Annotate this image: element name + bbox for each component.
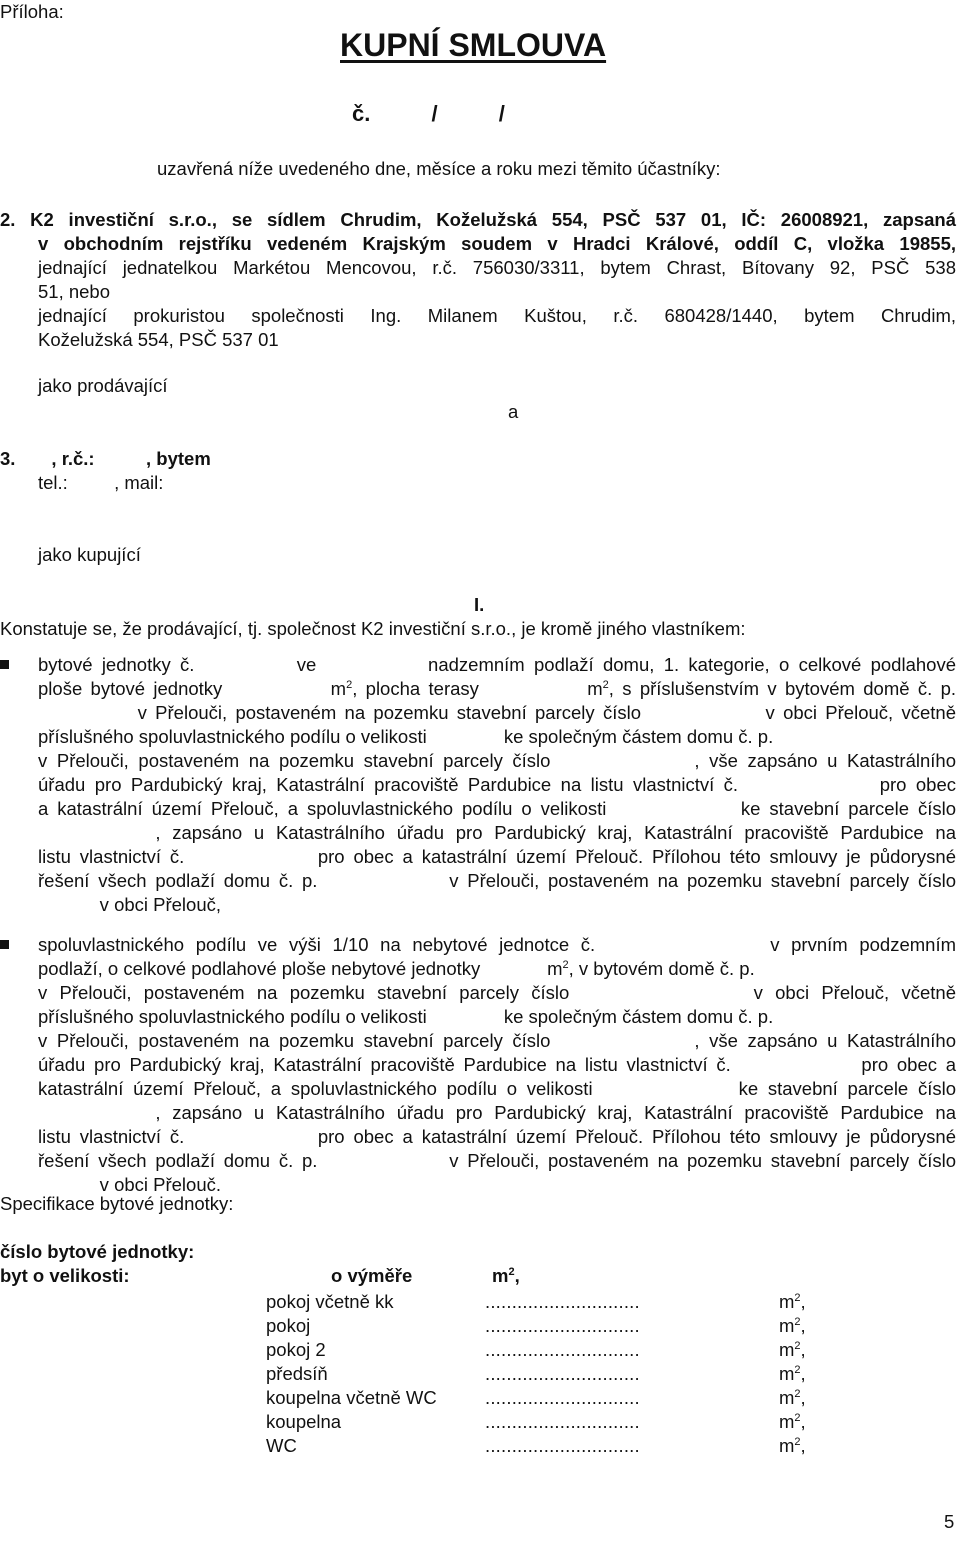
room-unit: $m^2$, (779, 1363, 806, 1384)
square-superscript: 2 (794, 1291, 801, 1304)
para-line: listu vlastnictví č. pro obec a katastrální území Přelouč. Přílohou této smlouvy je půdorysné (38, 1126, 956, 1147)
bullet-icon (0, 660, 9, 669)
seller-line: jednající jednatelkou Markétou Mencovou, r.č. 756030/3311, bytem Chrast, Bítovany 92, PSČ 538 (38, 257, 956, 278)
para-line: v Přelouči, postaveném na pozemku stavební parcely číslo v obci Přelouč, včetně (38, 702, 956, 723)
room-value-dots: ............................. (485, 1315, 640, 1336)
room-unit-text: m (779, 1363, 795, 1384)
room-name: koupelna včetně WC (266, 1387, 437, 1408)
square-superscript: 2 (508, 1265, 515, 1278)
para-line: katastrální území Přelouč, a spoluvlastnického podílu o velikosti ke stavební parcele číslo (38, 1078, 956, 1099)
para-line: listu vlastnictví č. pro obec a katastrální území Přelouč. Přílohou této smlouvy je půdorysné (38, 846, 956, 867)
buyer-role: jako kupující (38, 544, 141, 565)
area-label: o výměře (331, 1265, 413, 1286)
document-title: KUPNÍ SMLOUVA (340, 27, 607, 63)
para-line: v Přelouči, postaveném na pozemku stavební parcely číslo v obci Přelouč, včetně (38, 982, 956, 1003)
para-line: bytové jednotky č. ve nadzemním podlaží domu, 1. kategorie, o celkové podlahové (38, 654, 956, 675)
para-line: ploše bytové jednotky $m^2$, plocha terasy $m^2$, s příslušenstvím v bytovém domě č. p. (38, 678, 957, 699)
seller-line: 51, nebo (38, 281, 111, 302)
room-name: koupelna (266, 1411, 342, 1432)
para-line: řešení všech podlaží domu č. p. v Přelouči, postaveném na pozemku stavební parcely číslo (38, 870, 956, 891)
room-unit-text: m (779, 1315, 795, 1336)
room-value-dots: ............................. (485, 1363, 640, 1384)
area-unit: $m^2$, (492, 1265, 520, 1286)
room-value-dots: ............................. (485, 1387, 640, 1408)
room-unit: $m^2$, (779, 1315, 806, 1336)
para-line: , zapsáno u Katastrálního úřadu pro Pardubický kraj, Katastrální pracoviště Pardubice na (38, 1102, 956, 1123)
bullet2-paragraph (38, 933, 956, 1197)
section-heading: I. (474, 594, 485, 615)
seller-line: 2. K2 investiční s.r.o., se sídlem Chrudim, Koželužská 554, PSČ 537 01, IČ: 26008921, zapsaná (0, 209, 956, 230)
contract-number: č. / / (352, 101, 505, 126)
room-value-dots: ............................. (485, 1411, 640, 1432)
connector-and: a (508, 401, 519, 422)
seller-details (38, 232, 956, 352)
room-name: předsíň (266, 1363, 328, 1384)
para-line: v obci Přelouč, (38, 894, 222, 915)
spec-heading: Specifikace bytové jednotky: (0, 1193, 234, 1214)
buyer-line: 3. , r.č.: , bytem (0, 448, 211, 469)
room-unit: $m^2$, (779, 1291, 806, 1312)
para-line: a katastrální území Přelouč, a spoluvlastnického podílu o velikosti ke stavební parcele číslo (38, 798, 956, 819)
room-name: pokoj včetně kk (266, 1291, 394, 1312)
area-unit-text: m (492, 1265, 509, 1286)
room-unit: $m^2$, (779, 1435, 806, 1456)
seller-block (0, 208, 956, 232)
square-superscript: 2 (794, 1315, 801, 1328)
para-line: v Přelouči, postaveném na pozemku stavební parcely číslo , vše zapsáno u Katastrálního (38, 750, 956, 771)
square-superscript: 2 (794, 1411, 801, 1424)
para-line: , zapsáno u Katastrálního úřadu pro Pardubický kraj, Katastrální pracoviště Pardubice na (38, 822, 956, 843)
square-superscript: 2 (794, 1363, 801, 1376)
bullet-icon (0, 940, 9, 949)
room-unit-text: m (779, 1411, 795, 1432)
seller-line: Koželužská 554, PSČ 537 01 (38, 329, 279, 350)
room-value-dots: ............................. (485, 1291, 640, 1312)
room-name: pokoj 2 (266, 1339, 326, 1360)
para-line: příslušného spoluvlastnického podílu o velikosti ke společným částem domu č. p. (38, 1006, 774, 1027)
buyer-contact: tel.: , mail: (38, 472, 164, 493)
para-line: v Přelouči, postaveném na pozemku stavební parcely číslo , vše zapsáno u Katastrálního (38, 1030, 956, 1051)
ownership-statement: Konstatuje se, že prodávající, tj. společnost K2 investiční s.r.o., je kromě jiného vlastníkem: (0, 618, 746, 639)
attachment-label: Příloha: (0, 1, 64, 22)
room-unit-text: m (779, 1435, 795, 1456)
square-superscript: 2 (794, 1387, 801, 1400)
seller-line: v obchodním rejstříku vedeném Krajským soudem v Hradci Králové, oddíl C, vložka 19855, (38, 233, 956, 254)
room-unit-text: m (779, 1339, 795, 1360)
room-value-dots: ............................. (485, 1339, 640, 1360)
para-line: v obci Přelouč. (38, 1174, 222, 1195)
para-line: řešení všech podlaží domu č. p. v Přelouči, postaveném na pozemku stavební parcely číslo (38, 1150, 956, 1171)
room-name: pokoj (266, 1315, 311, 1336)
room-unit: $m^2$, (779, 1411, 806, 1432)
room-unit: $m^2$, (779, 1339, 806, 1360)
para-line: úřadu pro Pardubický kraj, Katastrální pracoviště Pardubice na listu vlastnictví č. pro obec (38, 774, 956, 795)
unit-number-label: číslo bytové jednotky: (0, 1241, 195, 1262)
flat-size-label: byt o velikosti: (0, 1265, 130, 1286)
intro-text: uzavřená níže uvedeného dne, měsíce a roku mezi těmito účastníky: (157, 158, 721, 179)
square-superscript: 2 (794, 1339, 801, 1352)
para-line: příslušného spoluvlastnického podílu o velikosti ke společným částem domu č. p. (38, 726, 774, 747)
room-name: WC (266, 1435, 297, 1456)
room-unit-text: m (779, 1387, 795, 1408)
page-number: 5 (944, 1511, 955, 1532)
para-line: spoluvlastnického podílu ve výši 1/10 na nebytové jednotce č. v prvním podzemním (38, 934, 956, 955)
room-unit: $m^2$, (779, 1387, 806, 1408)
seller-line: jednající prokuristou společnosti Ing. Milanem Kuštou, r.č. 680428/1440, bytem Chrudim, (38, 305, 956, 326)
para-line: úřadu pro Pardubický kraj, Katastrální pracoviště Pardubice na listu vlastnictví č. pro obec a (38, 1054, 956, 1075)
room-unit-text: m (779, 1291, 795, 1312)
square-superscript: 2 (794, 1435, 801, 1448)
para-line: podlaží, o celkové podlahové ploše nebytové jednotky $m^2$, v bytovém domě č. p. (38, 958, 755, 979)
seller-role: jako prodávající (38, 375, 168, 396)
room-value-dots: ............................. (485, 1435, 640, 1456)
bullet1-paragraph (38, 653, 956, 917)
